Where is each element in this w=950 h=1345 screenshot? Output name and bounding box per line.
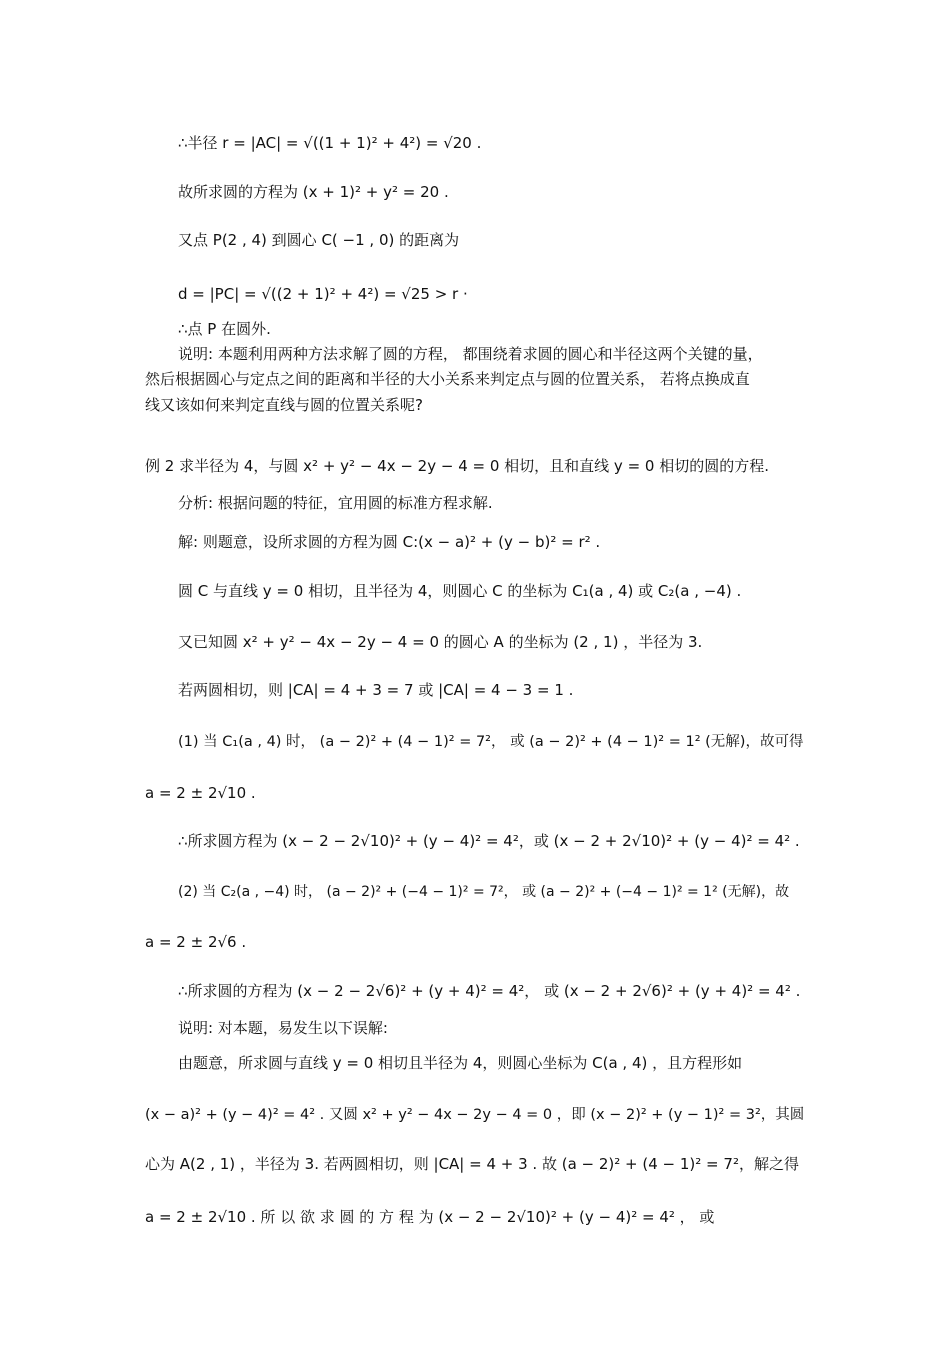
text-line-13: 又已知圆 x² + y² − 4x − 2y − 4 = 0 的圆心 A 的坐标为 (2 , 1) ，半径为 3. [178,633,703,651]
text-line-24: 心为 A(2 , 1) ，半径为 3. 若两圆相切，则 |CA| = 4 + 3 . 故 (a − 2)² + (4 − 1)² = 7²，解之得 [145,1155,799,1173]
text-line-12: 圆 C 与直线 y = 0 相切，且半径为 4，则圆心 C 的坐标为 C₁(a , 4) 或 C₂(a , −4) . [178,582,742,600]
text-line-15: (1) 当 C₁(a , 4) 时， (a − 2)² + (4 − 1)² = 7²， 或 (a − 2)² + (4 − 1)² = 1² (无解)，故可得 [178,734,804,750]
text-line-19: a = 2 ± 2√6 . [145,933,247,951]
text-line-5: ∴点 P 在圆外. [178,320,271,338]
example-2-heading: 例 2 求半径为 4，与圆 x² + y² − 4x − 2y − 4 = 0 相切，且和直线 y = 0 相切的圆的方程. [145,457,769,475]
text-line-25: a = 2 ± 2√10 . 所 以 欲 求 圆 的 方 程 为 (x − 2 − 2√10)² + (y − 4)² = 4² ， 或 [145,1208,715,1226]
text-line-3: 又点 P(2 , 4) 到圆心 C( −1 , 0) 的距离为 [178,231,460,249]
text-line-6: 说明: 本题利用两种方法求解了圆的方程， 都围绕着求圆的圆心和半径这两个关键的量， [178,345,763,363]
text-line-18: (2) 当 C₂(a , −4) 时， (a − 2)² + (−4 − 1)² = 7²， 或 (a − 2)² + (−4 − 1)² = 1² (无解)，故 [178,884,790,900]
text-line-11: 解: 则题意，设所求圆的方程为圆 C:(x − a)² + (y − b)² = r² . [178,533,601,551]
text-line-4: d = |PC| = √((2 + 1)² + 4²) = √25 > r · [178,285,468,303]
text-line-21: 说明: 对本题，易发生以下误解: [178,1019,388,1037]
text-line-7: 然后根据圆心与定点之间的距离和半径的大小关系来判定点与圆的位置关系， 若将点换成直 [145,370,750,388]
text-line-16: a = 2 ± 2√10 . [145,784,256,802]
text-line-2: 故所求圆的方程为 (x + 1)² + y² = 20 . [178,183,449,201]
text-line-8: 线又该如何来判定直线与圆的位置关系呢? [145,396,423,414]
text-line-22: 由题意，所求圆与直线 y = 0 相切且半径为 4，则圆心坐标为 C(a , 4) ，且方程形如 [178,1054,743,1072]
text-line-20: ∴所求圆的方程为 (x − 2 − 2√6)² + (y + 4)² = 4²， 或 (x − 2 + 2√6)² + (y + 4)² = 4² . [178,982,801,1000]
text-line-17: ∴所求圆方程为 (x − 2 − 2√10)² + (y − 4)² = 4²，或 (x − 2 + 2√10)² + (y − 4)² = 4² . [178,832,800,850]
text-line-10: 分析: 根据问题的特征，宜用圆的标准方程求解. [178,494,493,512]
text-line-1: ∴半径 r = |AC| = √((1 + 1)² + 4²) = √20 . [178,134,482,152]
text-line-14: 若两圆相切，则 |CA| = 4 + 3 = 7 或 |CA| = 4 − 3 = 1 . [178,681,574,699]
text-line-23: (x − a)² + (y − 4)² = 4² . 又圆 x² + y² − 4x − 2y − 4 = 0 ，即 (x − 2)² + (y − 1)² = 3²，其圆 [145,1107,805,1123]
